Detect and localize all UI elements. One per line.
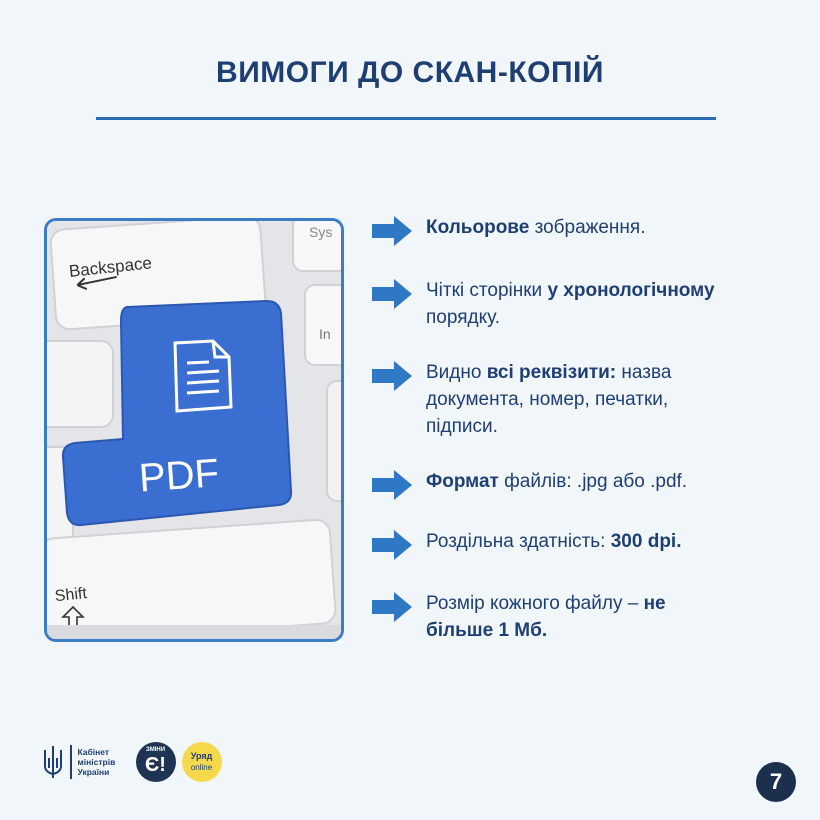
footer-logos xyxy=(42,740,222,784)
page-number: 7 xyxy=(756,762,796,802)
shift-label: Shift xyxy=(54,585,88,606)
requirement-text: Роздільна здатність: 300 dpi. xyxy=(426,531,682,552)
requirement-text: Кольорове зображення. xyxy=(426,217,646,238)
pdf-label: PDF xyxy=(137,451,221,501)
shift-key xyxy=(47,519,336,639)
footer-divider xyxy=(70,745,72,779)
backspace-label: Backspace xyxy=(68,253,153,281)
zminy-logo: ЗМІНИ Є! xyxy=(136,742,176,782)
list-item xyxy=(372,468,786,502)
arrow-right-icon xyxy=(372,359,412,393)
list-item xyxy=(372,528,786,562)
ins-label: In xyxy=(319,326,331,342)
trident-icon xyxy=(42,744,64,780)
sys-key xyxy=(293,221,341,271)
arrow-right-icon xyxy=(372,277,412,311)
arrow-right-icon xyxy=(372,528,412,562)
keyboard-photo xyxy=(44,218,344,642)
requirement-text: Видно всі реквізити: назва документа, номер, печатки, підписи. xyxy=(426,362,672,437)
list-item xyxy=(372,590,716,644)
list-item xyxy=(372,359,726,440)
keyboard-illustration xyxy=(47,221,341,639)
requirement-text: Чіткі сторінки у хронологічному порядку. xyxy=(426,280,715,328)
list-item xyxy=(372,277,786,331)
sys-label: Sys xyxy=(309,224,333,240)
arrow-right-icon xyxy=(372,468,412,502)
ins-key xyxy=(305,285,341,365)
uryad-online-logo: Уряд online xyxy=(182,742,222,782)
arrow-right-icon xyxy=(372,214,412,248)
arrow-right-icon xyxy=(372,590,412,624)
title-underline xyxy=(96,117,716,120)
page-title: ВИМОГИ ДО СКАН-КОПІЙ xyxy=(216,56,604,89)
org-name: Кабінет міністрів України xyxy=(77,747,116,777)
requirement-text: Розмір кожного файлу – не більше 1 Мб. xyxy=(426,593,666,641)
requirement-text: Формат файлів: .jpg або .pdf. xyxy=(426,471,688,492)
list-item xyxy=(372,214,786,248)
